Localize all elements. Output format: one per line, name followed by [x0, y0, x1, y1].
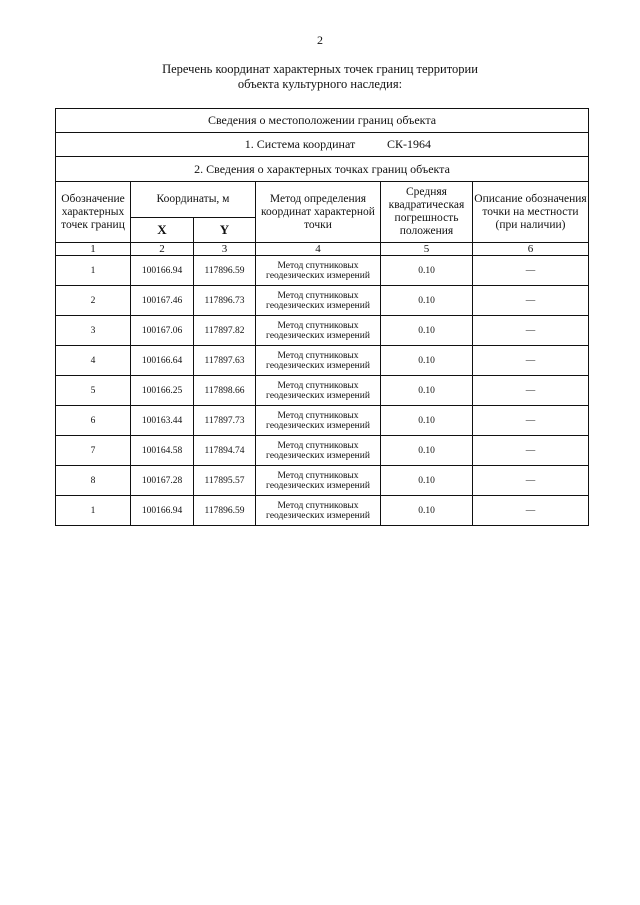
cell-x: 100163.44	[131, 406, 194, 436]
cell-description: —	[473, 286, 589, 316]
cell-x: 100167.06	[131, 316, 194, 346]
cell-x: 100166.25	[131, 376, 194, 406]
table-row	[56, 466, 589, 496]
section-title: Сведения о местоположении границ объекта	[56, 109, 589, 133]
cell-y: 117896.73	[194, 286, 256, 316]
coordinates-table	[55, 108, 589, 526]
header-accuracy: Средняя квадратическая погрешность положения	[381, 182, 473, 243]
title-line-2: объекта культурного наследия:	[237, 77, 403, 91]
cell-method: Метод спутниковых геодезических измерений	[256, 376, 381, 406]
header-method: Метод определения координат характерной точки	[256, 182, 381, 243]
cell-x: 100167.28	[131, 466, 194, 496]
cell-description: —	[473, 316, 589, 346]
cell-accuracy: 0.10	[381, 346, 473, 376]
header-row	[56, 182, 589, 218]
page-number: 2	[317, 33, 323, 47]
column-number: 6	[473, 243, 589, 256]
cell-accuracy: 0.10	[381, 466, 473, 496]
cell-accuracy: 0.10	[381, 286, 473, 316]
cell-x: 100164.58	[131, 436, 194, 466]
cell-accuracy: 0.10	[381, 496, 473, 526]
table-row	[56, 316, 589, 346]
cell-accuracy: 0.10	[381, 406, 473, 436]
cell-x: 100166.64	[131, 346, 194, 376]
cell-method: Метод спутниковых геодезических измерений	[256, 406, 381, 436]
cell-y: 117894.74	[194, 436, 256, 466]
cell-y: 117897.82	[194, 316, 256, 346]
header-x: X	[131, 218, 194, 243]
cell-description: —	[473, 346, 589, 376]
cell-y: 117896.59	[194, 256, 256, 286]
section-title-row	[56, 109, 589, 133]
cell-y: 117896.59	[194, 496, 256, 526]
cell-x: 100166.94	[131, 496, 194, 526]
cell-y: 117898.66	[194, 376, 256, 406]
cell-y: 117897.73	[194, 406, 256, 436]
coord-system-row	[56, 133, 589, 157]
cell-method: Метод спутниковых геодезических измерений	[256, 436, 381, 466]
cell-point: 4	[56, 346, 131, 376]
column-number: 1	[56, 243, 131, 256]
cell-point: 6	[56, 406, 131, 436]
table-row	[56, 256, 589, 286]
column-number: 4	[256, 243, 381, 256]
header-coords: Координаты, м	[131, 182, 256, 218]
column-number: 5	[381, 243, 473, 256]
cell-point: 8	[56, 466, 131, 496]
cell-description: —	[473, 436, 589, 466]
cell-method: Метод спутниковых геодезических измерений	[256, 496, 381, 526]
cell-point: 1	[56, 496, 131, 526]
cell-description: —	[473, 466, 589, 496]
cell-accuracy: 0.10	[381, 256, 473, 286]
cell-description: —	[473, 496, 589, 526]
cell-x: 100167.46	[131, 286, 194, 316]
cell-x: 100166.94	[131, 256, 194, 286]
table-row	[56, 346, 589, 376]
coord-system-label: 1. Система координат	[244, 137, 356, 151]
table-row	[56, 286, 589, 316]
cell-accuracy: 0.10	[381, 376, 473, 406]
header-description: Описание обозначения точки на местности (при наличии)	[473, 182, 589, 243]
cell-point: 7	[56, 436, 131, 466]
table-row	[56, 376, 589, 406]
cell-description: —	[473, 406, 589, 436]
column-number: 3	[194, 243, 256, 256]
header-y: Y	[194, 218, 256, 243]
cell-description: —	[473, 256, 589, 286]
cell-method: Метод спутниковых геодезических измерений	[256, 286, 381, 316]
cell-accuracy: 0.10	[381, 436, 473, 466]
cell-y: 117895.57	[194, 466, 256, 496]
cell-accuracy: 0.10	[381, 316, 473, 346]
cell-point: 2	[56, 286, 131, 316]
cell-point: 5	[56, 376, 131, 406]
cell-method: Метод спутниковых геодезических измерений	[256, 256, 381, 286]
column-numbers-row	[56, 243, 589, 256]
points-title-row	[56, 157, 589, 182]
coord-system-value: СК-1964	[386, 137, 431, 151]
column-number: 2	[131, 243, 194, 256]
table-row	[56, 496, 589, 526]
header-point: Обозначение характерных точек границ	[56, 182, 131, 243]
cell-method: Метод спутниковых геодезических измерений	[256, 466, 381, 496]
table-row	[56, 406, 589, 436]
cell-point: 1	[56, 256, 131, 286]
cell-y: 117897.63	[194, 346, 256, 376]
coord-system-cell	[56, 133, 589, 157]
title-line-1: Перечень координат характерных точек границ территории	[162, 62, 478, 76]
cell-method: Метод спутниковых геодезических измерений	[256, 316, 381, 346]
cell-method: Метод спутниковых геодезических измерений	[256, 346, 381, 376]
cell-point: 3	[56, 316, 131, 346]
points-title: 2. Сведения о характерных точках границ объекта	[56, 157, 589, 182]
document-title	[0, 62, 640, 92]
cell-description: —	[473, 376, 589, 406]
table-row	[56, 436, 589, 466]
